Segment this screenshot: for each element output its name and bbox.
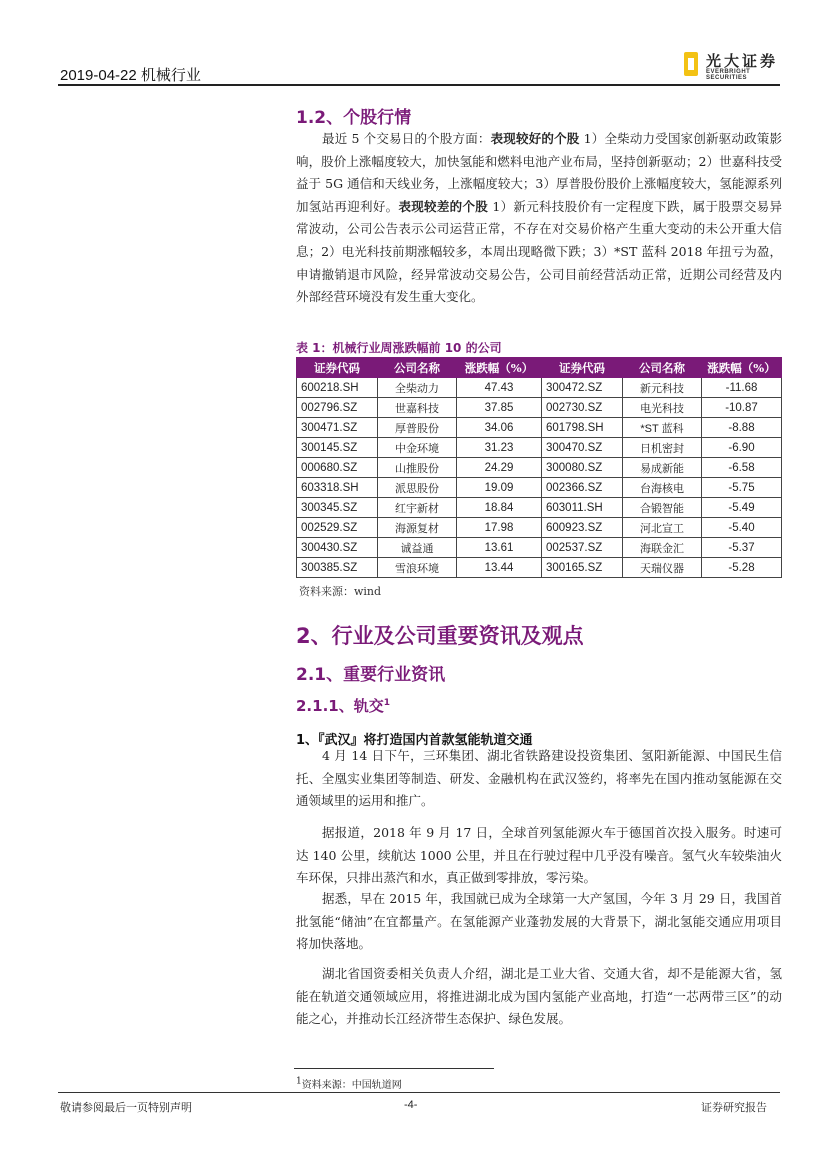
cell: -5.49: [702, 498, 782, 518]
para-good-label: 表现较好的个股: [490, 131, 580, 146]
cell: 海源复材: [378, 518, 457, 538]
table-row: [297, 538, 782, 558]
col-header: 证券代码: [542, 358, 623, 378]
section-2-1-1-text: 2.1.1、轨交: [296, 697, 384, 715]
col-header: 证券代码: [297, 358, 378, 378]
news-paragraph-1: 4 月 14 日下午，三环集团、湖北省铁路建设投资集团、氢阳新能源、中国民生信托、全凰实业集团等制造、研发、金融机构在武汉签约，将率先在国内推动氢能源在交通领域里的运用和推广。: [296, 748, 782, 809]
cell: 002537.SZ: [542, 538, 623, 558]
table-row: [297, 438, 782, 458]
cell: 雪浪环境: [378, 558, 457, 578]
cell: 47.43: [457, 378, 542, 398]
cell: 002366.SZ: [542, 478, 623, 498]
cell: 603318.SH: [297, 478, 378, 498]
section-1-2-paragraph: [296, 128, 782, 309]
everbright-logo: [684, 50, 784, 80]
cell: 24.29: [457, 458, 542, 478]
cell: 34.06: [457, 418, 542, 438]
table-row: [297, 558, 782, 578]
table-row: [297, 378, 782, 398]
cell: 300080.SZ: [542, 458, 623, 478]
cell: 海联金汇: [623, 538, 702, 558]
cell: 世嘉科技: [378, 398, 457, 418]
section-1-2-title: 1.2、个股行情: [296, 108, 412, 128]
cell: 红宇新材: [378, 498, 457, 518]
footer-disclaimer: 敬请参阅最后一页特别声明: [60, 1101, 192, 1114]
cell: -5.37: [702, 538, 782, 558]
cell: 中金环境: [378, 438, 457, 458]
cell: 300472.SZ: [542, 378, 623, 398]
cell: -5.75: [702, 478, 782, 498]
col-header: 公司名称: [623, 358, 702, 378]
cell: 19.09: [457, 478, 542, 498]
cell: 37.85: [457, 398, 542, 418]
cell: *ST 蓝科: [623, 418, 702, 438]
cell: 300430.SZ: [297, 538, 378, 558]
footnote-text: 资料来源：中国轨道网: [301, 1080, 402, 1091]
news-paragraph-4: 湖北省国资委相关负责人介绍，湖北是工业大省、交通大省，却不是能源大省，氢能在轨道交通领域应用，将推进湖北成为国内氢能产业高地，打造“一芯两带三区”的动能之心，并推动长江经济带生态保护、绿色发展。: [296, 966, 782, 1027]
table-row: [297, 518, 782, 538]
cell: 600218.SH: [297, 378, 378, 398]
cell: 600923.SZ: [542, 518, 623, 538]
footnote-divider: [294, 1068, 494, 1069]
para-bad-label: 表现较差的个股: [398, 198, 489, 214]
cell: 300145.SZ: [297, 438, 378, 458]
cell: 河北宣工: [623, 518, 702, 538]
header-date-section: 2019-04-22 机械行业: [60, 67, 201, 84]
logo-cn-text: 光大证券: [706, 52, 779, 70]
cell: 300165.SZ: [542, 558, 623, 578]
cell: 300471.SZ: [297, 418, 378, 438]
cell: 电光科技: [623, 398, 702, 418]
cell: 合锻智能: [623, 498, 702, 518]
table-header-row: [297, 358, 782, 378]
cell: 300470.SZ: [542, 438, 623, 458]
cell: 002529.SZ: [297, 518, 378, 538]
cell: 山推股份: [378, 458, 457, 478]
col-header: 涨跌幅（%）: [702, 358, 782, 378]
cell: 000680.SZ: [297, 458, 378, 478]
cell: 派思股份: [378, 478, 457, 498]
cell: -10.87: [702, 398, 782, 418]
section-2-title: 2、行业及公司重要资讯及观点: [296, 624, 584, 648]
table-row: [297, 418, 782, 438]
footnote-mark: 1: [296, 1076, 302, 1087]
logo-mark-icon: [684, 52, 698, 76]
cell: 601798.SH: [542, 418, 623, 438]
para-intro: 最近 5 个交易日的个股方面：: [322, 131, 491, 146]
cell: -5.28: [702, 558, 782, 578]
footer-divider: [58, 1092, 780, 1093]
table-row: [297, 478, 782, 498]
table-row: [297, 458, 782, 478]
cell: 300345.SZ: [297, 498, 378, 518]
para-bad-text: 1）新元科技股价有一定程度下跌，属于股票交易异常波动，公司公告表示公司运营正常，不存在对交易价格产生重大变动的未公开重大信息；2）电光科技前期涨幅较多，本周出现略微下跌；3）*ST 蓝科 2018 年扭亏为盈，申请撤销退市风险，经异常波动交易公告，公司目前经营活动正常，近期公司经营及内外部经营环境没有发生重大变化。: [296, 198, 782, 305]
cell: -5.40: [702, 518, 782, 538]
cell: 002796.SZ: [297, 398, 378, 418]
cell: 全柴动力: [378, 378, 457, 398]
table-source: 资料来源：wind: [299, 585, 382, 598]
cell: 13.61: [457, 538, 542, 558]
section-2-1-1-title: [296, 695, 390, 716]
cell: 13.44: [457, 558, 542, 578]
news-paragraph-3: 据悉，早在 2015 年，我国就已成为全球第一大产氢国，今年 3 月 29 日，我国首批氢能“储油”在宜都量产。在氢能源产业蓬勃发展的大背景下，湖北氢能交通应用项目将加快落地。: [296, 891, 782, 952]
col-header: 公司名称: [378, 358, 457, 378]
cell: 300385.SZ: [297, 558, 378, 578]
cell: 18.84: [457, 498, 542, 518]
col-header: 涨跌幅（%）: [457, 358, 542, 378]
cell: -6.58: [702, 458, 782, 478]
cell: 天瑞仪器: [623, 558, 702, 578]
page-number: -4-: [404, 1099, 418, 1111]
cell: 31.23: [457, 438, 542, 458]
news-title: 1、『武汉』将打造国内首款氢能轨道交通: [296, 733, 533, 748]
footnote-ref: 1: [383, 698, 390, 708]
cell: 新元科技: [623, 378, 702, 398]
cell: 厚普股份: [378, 418, 457, 438]
cell: -6.90: [702, 438, 782, 458]
cell: 易成新能: [623, 458, 702, 478]
cell: 诚益通: [378, 538, 457, 558]
cell: 日机密封: [623, 438, 702, 458]
cell: 603011.SH: [542, 498, 623, 518]
cell: 17.98: [457, 518, 542, 538]
top10-table: [296, 357, 782, 578]
table-row: [297, 498, 782, 518]
section-2-1-title: 2.1、重要行业资讯: [296, 665, 446, 685]
table-row: [297, 398, 782, 418]
para-good-text: 1）全柴动力受国家创新驱动政策影响，股价上涨幅度较大，加快氢能和燃料电池产业布局，坚持创新驱动；2）世嘉科技受益于 5G 通信和天线业务，上涨幅度较大；3）厚普股份股价上涨幅度较大，氢能源系列加氢站再迎利好。: [296, 131, 782, 214]
footnote: [296, 1076, 402, 1091]
header-divider: [58, 84, 780, 86]
cell: 台海核电: [623, 478, 702, 498]
cell: 002730.SZ: [542, 398, 623, 418]
footer-report-type: 证券研究报告: [701, 1101, 767, 1114]
cell: -11.68: [702, 378, 782, 398]
news-paragraph-2: 据报道，2018 年 9 月 17 日，全球首列氢能源火车于德国首次投入服务。时速可达 140 公里，续航达 1000 公里，并且在行驶过程中几乎没有噪音。氢气火车较柴油火车环保，只排出蒸汽和水，真正做到零排放，零污染。: [296, 825, 782, 886]
cell: -8.88: [702, 418, 782, 438]
logo-en-text: EVERBRIGHT SECURITIES: [706, 69, 751, 81]
table-caption: 表 1：机械行业周涨跌幅前 10 的公司: [296, 341, 502, 355]
